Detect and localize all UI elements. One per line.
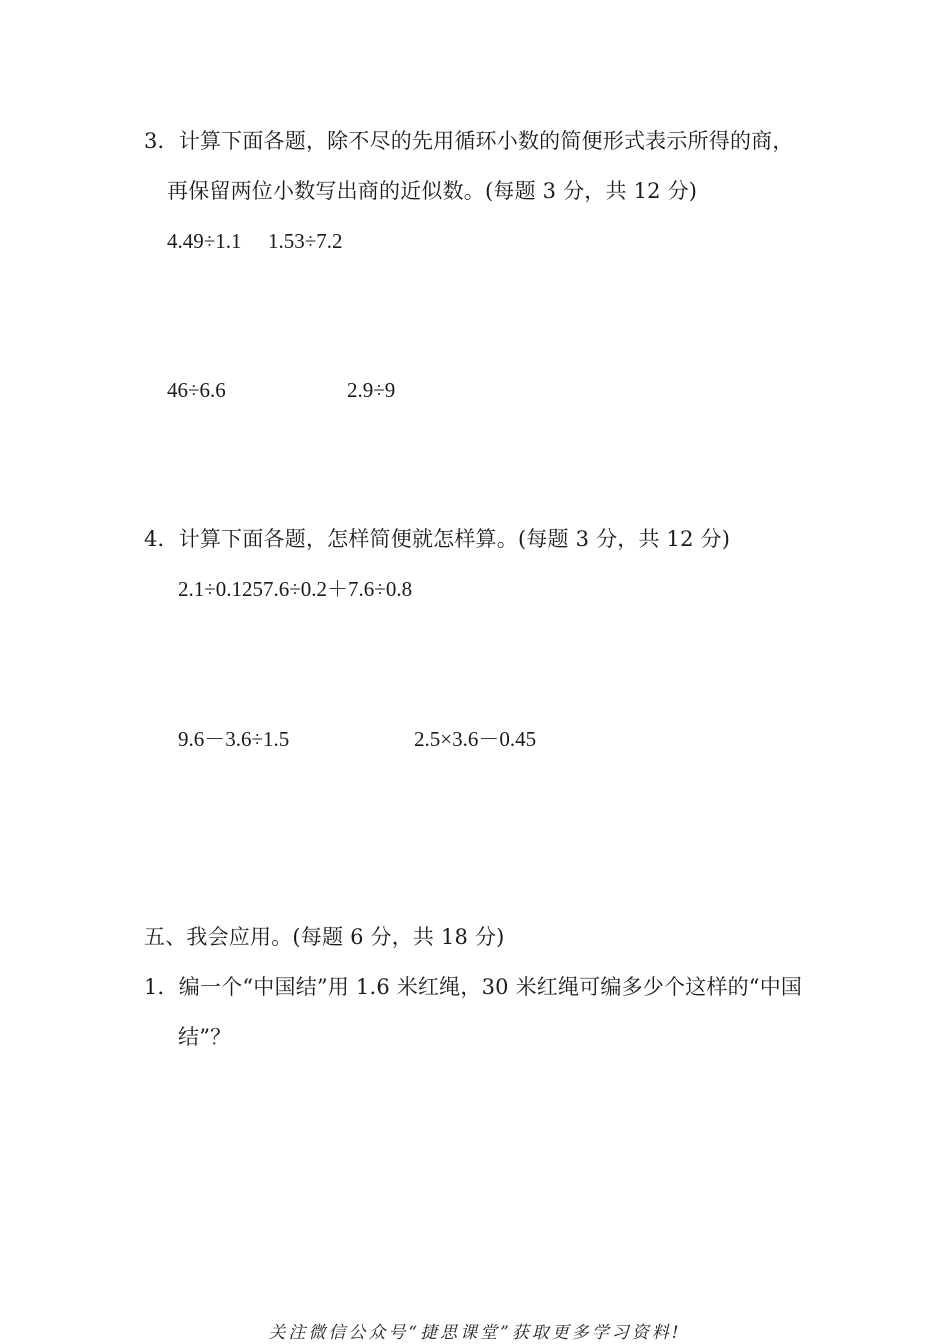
q4-expression-3: 2.5×3.6－0.45	[414, 727, 537, 751]
q3-expression-3: 46÷6.6	[167, 378, 226, 402]
footer-promo: 关注微信公众号“捷思课堂”获取更多学习资料!	[268, 1323, 682, 1343]
q3-expression-1: 4.49÷1.1	[167, 229, 242, 253]
section-5-q1-line2: 结”？	[178, 1025, 232, 1049]
q3-instruction-line1: 3．计算下面各题，除不尽的先用循环小数的简便形式表示所得的商，	[144, 129, 794, 153]
q3-expression-4: 2.9÷9	[347, 378, 396, 402]
q3-expression-2: 1.53÷7.2	[268, 229, 343, 253]
section-5-q1-line1: 1．编一个“中国结”用 1.6 米红绳，30 米红绳可编多少个这样的“中国	[144, 975, 803, 999]
q4-expression-2: 9.6－3.6÷1.5	[178, 727, 290, 751]
section-5-heading: 五、我会应用。(每题 6 分，共 18 分)	[144, 925, 505, 949]
q3-instruction-line2: 再保留两位小数写出商的近似数。(每题 3 分，共 12 分)	[167, 179, 698, 203]
q4-expression-1: 2.1÷0.1257.6÷0.2＋7.6÷0.8	[178, 577, 413, 601]
q4-instruction: 4．计算下面各题，怎样简便就怎样算。(每题 3 分，共 12 分)	[144, 527, 731, 551]
